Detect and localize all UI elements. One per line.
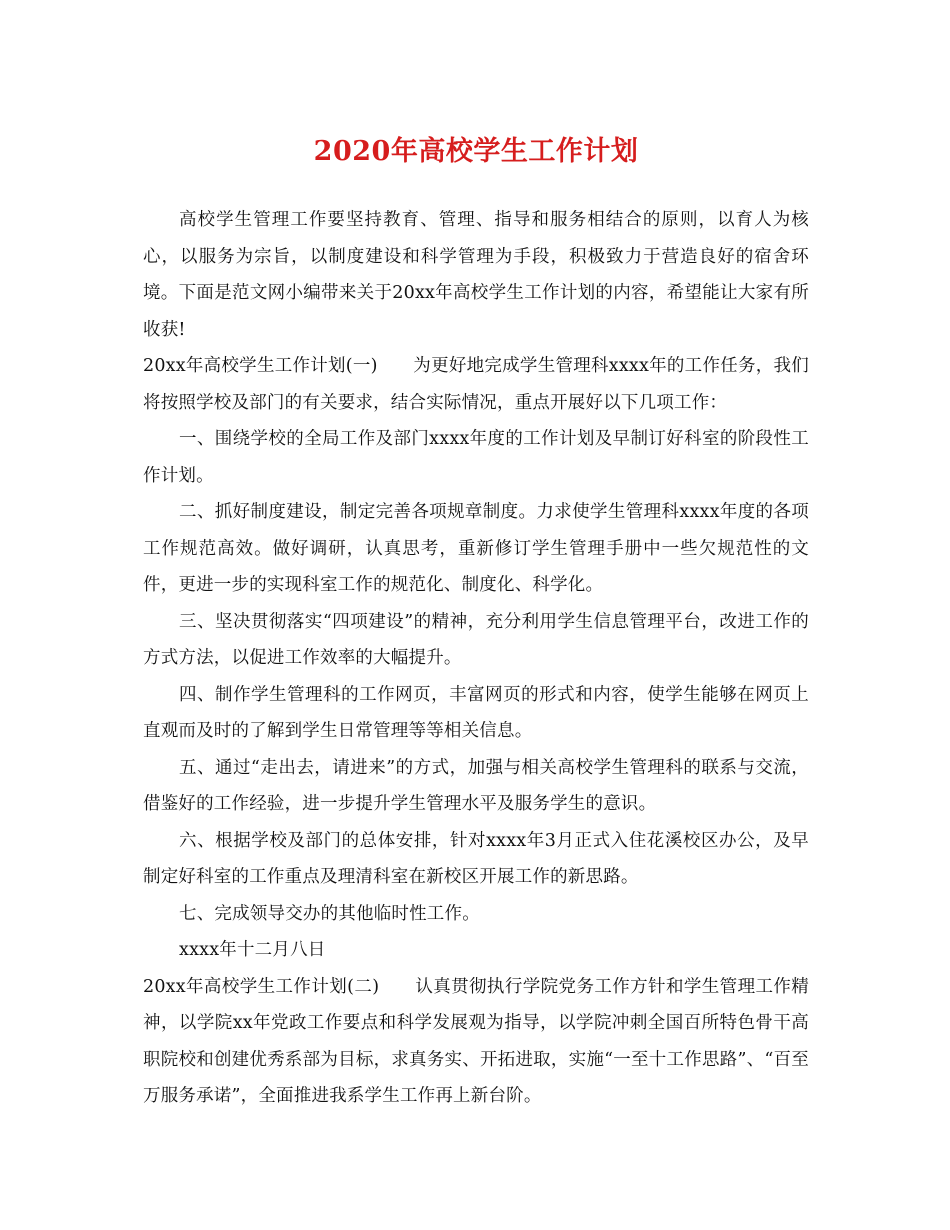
document-title: 2020年高校学生工作计划 <box>313 136 639 167</box>
intro-paragraph: 高校学生管理工作要坚持教育、管理、指导和服务相结合的原则，以育人为核心，以服务为宗旨，以制度建设和科学管理为手段，积极致力于营造良好的宿舍环境。下面是范文网小编带来关于20xx年高校学生工作计划的内容，希望能让大家有所收获! <box>143 210 809 340</box>
plan-one-heading-paragraph: 20xx年高校学生工作计划(一) 为更好地完成学生管理科xxxx年的工作任务，我们将按照学校及部门的有关要求，结合实际情况，重点开展好以下几项工作： <box>143 356 809 413</box>
plan-item-3: 三、坚决贯彻落实“四项建设”的精神，充分利用学生信息管理平台，改进工作的方式方法，以促进工作效率的大幅提升。 <box>143 611 809 668</box>
plan-two-heading-paragraph: 20xx年高校学生工作计划(二) 认真贯彻执行学院党务工作方针和学生管理工作精神，以学院xx年党政工作要点和科学发展观为指导，以学院冲刺全国百所特色骨干高职院校和创建优秀系部为目标，求真务实、开拓进取，实施“一至十工作思路”、“百至万服务承诺”，全面推进我系学生工作再上新台阶。 <box>143 976 809 1106</box>
plan-item-4: 四、制作学生管理科的工作网页，丰富网页的形式和内容，使学生能够在网页上直观而及时的了解到学生日常管理等等相关信息。 <box>143 684 809 741</box>
plan-item-2: 二、抓好制度建设，制定完善各项规章制度。力求使学生管理科xxxx年度的各项工作规范高效。做好调研，认真思考，重新修订学生管理手册中一些欠规范性的文件，更进一步的实现科室工作的规范化、制度化、科学化。 <box>143 502 809 595</box>
plan-item-6: 六、根据学校及部门的总体安排，针对xxxx年3月正式入住花溪校区办公，及早制定好科室的工作重点及理清科室在新校区开展工作的新思路。 <box>143 830 809 887</box>
document-date: xxxx年十二月八日 <box>179 940 326 960</box>
plan-item-7: 七、完成领导交办的其他临时性工作。 <box>179 903 480 924</box>
document-body <box>143 202 809 1115</box>
document-page <box>143 0 809 1230</box>
plan-item-1: 一、围绕学校的全局工作及部门xxxx年度的工作计划及早制订好科室的阶段性工作计划。 <box>143 429 809 486</box>
plan-item-5: 五、通过“走出去，请进来”的方式，加强与相关高校学生管理科的联系与交流，借鉴好的工作经验，进一步提升学生管理水平及服务学生的意识。 <box>143 757 809 814</box>
